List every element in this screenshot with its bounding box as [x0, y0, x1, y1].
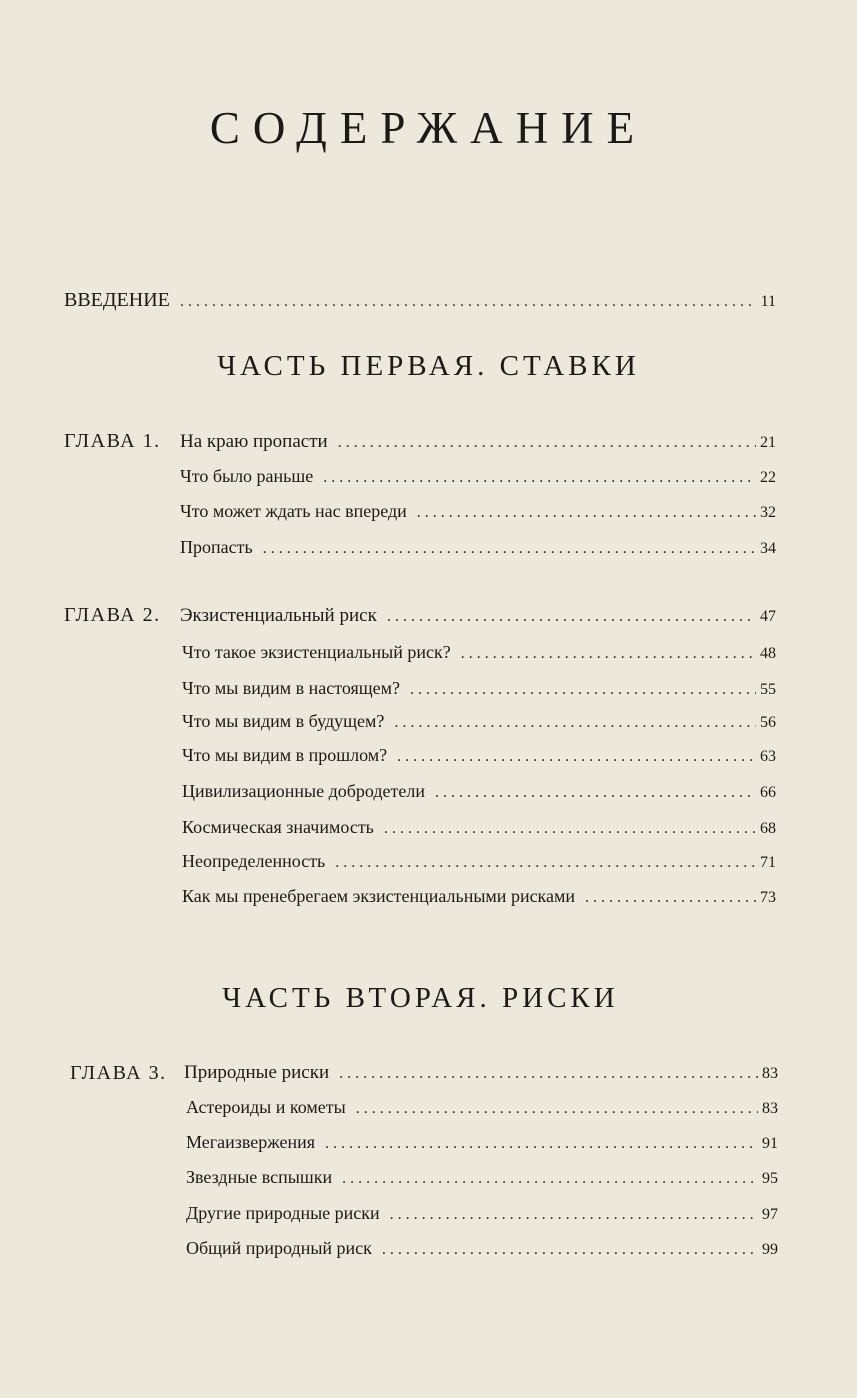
- toc-label: Экзистенциальный риск: [180, 605, 377, 626]
- dot-leader: [417, 502, 756, 524]
- toc-entry-section[interactable]: [186, 1131, 778, 1153]
- toc-entry-chapter[interactable]: [180, 605, 776, 627]
- toc-label: Пропасть: [180, 537, 253, 557]
- toc-page-number: 21: [760, 434, 776, 451]
- toc-label: Природные риски: [184, 1062, 330, 1083]
- toc-entry-intro[interactable]: [64, 289, 776, 311]
- toc-page-number: 95: [762, 1170, 778, 1187]
- toc-label: Звездные вспышки: [186, 1167, 333, 1187]
- dot-leader: [387, 606, 756, 628]
- dot-leader: [356, 1098, 758, 1120]
- toc-page-number: 66: [760, 784, 776, 801]
- toc-entry-section[interactable]: [182, 850, 776, 872]
- toc-page-number: 34: [760, 540, 776, 557]
- dot-leader: [335, 852, 756, 874]
- toc-page-number: 68: [760, 820, 776, 837]
- dot-leader: [180, 291, 757, 313]
- dot-leader: [384, 818, 756, 840]
- toc-label: Что такое экзистенциальный риск?: [182, 642, 451, 662]
- toc-entry-chapter[interactable]: [180, 431, 776, 453]
- dot-leader: [342, 1168, 758, 1190]
- toc-page-number: 22: [760, 469, 776, 486]
- toc-label: Как мы пренебрегаем экзистенциальными рисками: [182, 886, 576, 906]
- toc-entry-section[interactable]: [180, 500, 776, 522]
- toc-label: ВВЕДЕНИЕ: [64, 289, 170, 311]
- toc-page-number: 83: [762, 1100, 778, 1117]
- dot-leader: [394, 712, 756, 734]
- toc-entry-section[interactable]: [182, 744, 776, 766]
- dot-leader: [323, 467, 756, 489]
- chapter-label: ГЛАВА 2.: [64, 604, 161, 626]
- toc-entry-section[interactable]: [182, 641, 776, 663]
- toc-page-number: 47: [760, 608, 776, 625]
- toc-label: На краю пропасти: [180, 431, 328, 452]
- toc-label: Цивилизационные добродетели: [182, 781, 426, 801]
- toc-label: Что мы видим в настоящем?: [182, 678, 401, 698]
- toc-page-number: 97: [762, 1206, 778, 1223]
- toc-page-number: 83: [762, 1065, 778, 1082]
- part-heading: ЧАСТЬ ПЕРВАЯ. СТАВКИ: [217, 350, 640, 382]
- toc-page-number: 63: [760, 748, 776, 765]
- toc-label: Космическая значимость: [182, 817, 374, 837]
- toc-label: Что может ждать нас впереди: [180, 501, 407, 521]
- dot-leader: [263, 538, 756, 560]
- dot-leader: [325, 1133, 758, 1155]
- part-heading: ЧАСТЬ ВТОРАЯ. РИСКИ: [222, 982, 619, 1014]
- toc-entry-section[interactable]: [180, 536, 776, 558]
- toc-entry-section[interactable]: [186, 1096, 778, 1118]
- page-title: СОДЕРЖАНИЕ: [209, 103, 648, 153]
- toc-entry-section[interactable]: [186, 1237, 778, 1259]
- toc-entry-section[interactable]: [186, 1202, 778, 1224]
- dot-leader: [410, 679, 756, 701]
- dot-leader: [397, 746, 756, 768]
- toc-page-number: 56: [760, 714, 776, 731]
- toc-page-number: 91: [762, 1135, 778, 1152]
- chapter-label: ГЛАВА 1.: [64, 430, 161, 452]
- dot-leader: [390, 1204, 758, 1226]
- dot-leader: [461, 643, 756, 665]
- toc-entry-section[interactable]: [182, 885, 776, 907]
- toc-entry-section[interactable]: [180, 465, 776, 487]
- dot-leader: [435, 782, 756, 804]
- toc-page-number: 55: [760, 681, 776, 698]
- toc-label: Что было раньше: [180, 466, 314, 486]
- dot-leader: [585, 887, 756, 909]
- toc-entry-section[interactable]: [182, 780, 776, 802]
- toc-page-number: 71: [760, 854, 776, 871]
- toc-page-number: 11: [760, 293, 776, 310]
- toc-label: Другие природные риски: [186, 1203, 380, 1223]
- toc-page-number: 99: [762, 1241, 778, 1258]
- dot-leader: [339, 1063, 758, 1085]
- toc-entry-section[interactable]: [186, 1166, 778, 1188]
- toc-label: Общий природный риск: [186, 1238, 372, 1258]
- dot-leader: [338, 432, 756, 454]
- chapter-label: ГЛАВА 3.: [70, 1062, 167, 1084]
- toc-label: Мегаизвержения: [186, 1132, 315, 1152]
- toc-page-number: 32: [760, 504, 776, 521]
- toc-entry-chapter[interactable]: [184, 1062, 778, 1084]
- toc-label: Что мы видим в прошлом?: [182, 745, 388, 765]
- toc-entry-section[interactable]: [182, 677, 776, 699]
- toc-label: Неопределенность: [182, 851, 326, 871]
- toc-page-number: 48: [760, 645, 776, 662]
- toc-label: Что мы видим в будущем?: [182, 711, 385, 731]
- toc-label: Астероиды и кометы: [186, 1097, 346, 1117]
- dot-leader: [382, 1239, 758, 1261]
- toc-entry-section[interactable]: [182, 710, 776, 732]
- toc-page-number: 73: [760, 889, 776, 906]
- toc-entry-section[interactable]: [182, 816, 776, 838]
